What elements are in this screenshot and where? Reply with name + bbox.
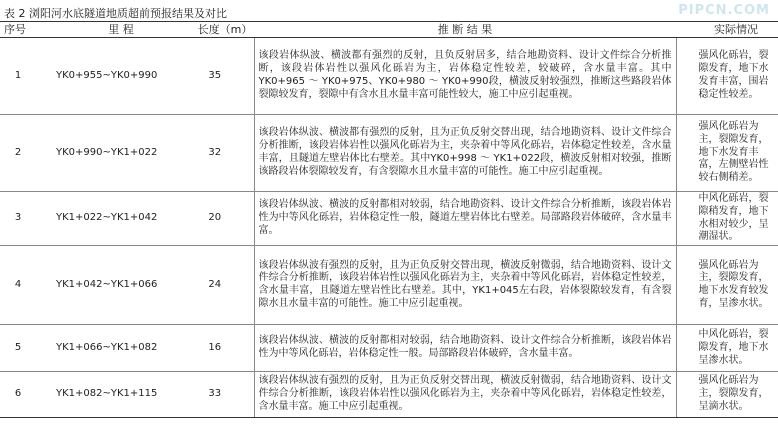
header-seq: 序号 (0, 22, 46, 38)
table-row (0, 246, 778, 325)
cell-actual: 强风化砾岩为主，裂隙发育，地下水发育丰富，左侧壁岩性较右侧稍差。 (676, 115, 778, 192)
cell-actual: 强风化砾岩为主，裂隙发育，地下水发育较发育，呈渗水状。 (676, 246, 778, 325)
header-result: 推 断 结 果 (254, 22, 676, 38)
cell-result: 该段岩体纵波、横波的反射都相对较弱，结合地勘资料、设计文件综合分析推断，该段岩体岩性为中等风化砾岩，岩体稳定性一般，隧道左壁岩体比右壁差。局部路段岩体破碎，含水量丰富。 (254, 192, 676, 246)
cell-mileage: YK1+042~YK1+066 (46, 246, 196, 325)
cell-mileage: YK0+955~YK0+990 (46, 38, 196, 115)
table-row (0, 372, 778, 418)
cell-result: 该段岩体纵波、横波的反射都相对较弱，结合地勘资料、设计文件综合分析推断，该段岩体岩性为中等风化砾岩，岩体稳定性一般。局部路段岩体破碎，含水量丰富。 (254, 325, 676, 372)
cell-mileage: YK0+990~YK1+022 (46, 115, 196, 192)
site-watermark: PIPCN.COM (678, 3, 770, 18)
cell-result: 该段岩体纵波、横波都有强烈的反射，且负反射居多，结合地勘资料、设计文件综合分析推断，该段岩体岩性以强风化砾岩为主，岩体稳定性较差，较破碎，含水量丰富。其中YK0+965 ～ YK0+975、YK0+980 ～ YK0+990段，横波反射较强烈，推断这些路段岩体裂隙较发育，裂隙中有含水且水量丰富可能性较大，施工中应引起重视。 (254, 38, 676, 115)
cell-seq: 3 (0, 192, 46, 246)
cell-length: 24 (196, 246, 254, 325)
cell-length: 33 (196, 372, 254, 418)
cell-actual: 中风化砾岩，裂隙发育，地下水呈渗水状。 (676, 325, 778, 372)
cell-actual: 强风化砾岩为主，裂隙发育，呈滴水状。 (676, 372, 778, 418)
table-row (0, 325, 778, 372)
cell-length: 32 (196, 115, 254, 192)
cell-length: 20 (196, 192, 254, 246)
cell-mileage: YK1+066~YK1+082 (46, 325, 196, 372)
cell-result: 该段岩体纵波、横波都有强烈的反射，且为正负反射交替出现，结合地勘资料、设计文件综合分析推断，该段岩体岩性以强风化砾岩为主，夹杂着中等风化砾岩，岩体稳定性较差，含水量丰富，且隧道左壁岩体比右壁差。其中YK0+998 ～ YK1+022段，横波反射相对较强，推断该路段岩体裂隙较发育，有含裂隙水且水量丰富的可能性。施工中应引起重视。 (254, 115, 676, 192)
header-actual: 实际情况 (676, 22, 778, 38)
cell-result: 该段岩体纵波有强烈的反射，且为正负反射交替出现，横波反射微弱，结合地勘资料、设计文件综合分析推断，该段岩体岩性以强风化砾岩为主，夹杂着中等风化砾岩，岩体稳定性较差，含水量丰富。施工中应引起重视。 (254, 372, 676, 418)
cell-seq: 4 (0, 246, 46, 325)
cell-seq: 2 (0, 115, 46, 192)
cell-mileage: YK1+082~YK1+115 (46, 372, 196, 418)
cell-seq: 1 (0, 38, 46, 115)
cell-length: 16 (196, 325, 254, 372)
header-row (0, 22, 778, 38)
cell-length: 35 (196, 38, 254, 115)
table-row (0, 38, 778, 115)
header-length: 长度（m） (197, 23, 253, 36)
cell-mileage: YK1+022~YK1+042 (46, 192, 196, 246)
cell-seq: 5 (0, 325, 46, 372)
cell-result: 该段岩体纵波有强烈的反射，且为正负反射交替出现，横波反射微弱，结合地勘资料、设计文件综合分析推断，该段岩体岩性以强风化砾岩为主，夹杂着中等风化砾岩，岩体稳定性较差，含水量丰富，且隧道左壁岩性比右壁差。其中，YK1+045左右段，岩体裂隙较发育，有含裂隙水且水量丰富的可能性。施工中应引起重视。 (254, 246, 676, 325)
table-row (0, 192, 778, 246)
table-caption: 表 2 浏阳河水底隧道地质超前预报结果及对比 (4, 7, 227, 20)
cell-seq: 6 (0, 372, 46, 418)
prediction-table (0, 21, 778, 418)
header-mileage: 里 程 (46, 22, 196, 38)
cell-actual: 强风化砾岩，裂隙发育，地下水发育丰富，围岩稳定性较差。 (676, 38, 778, 115)
cell-actual: 中风化砾岩，裂隙稍发育，地下水相对较少，呈潮湿状。 (676, 192, 778, 246)
table-row (0, 115, 778, 192)
